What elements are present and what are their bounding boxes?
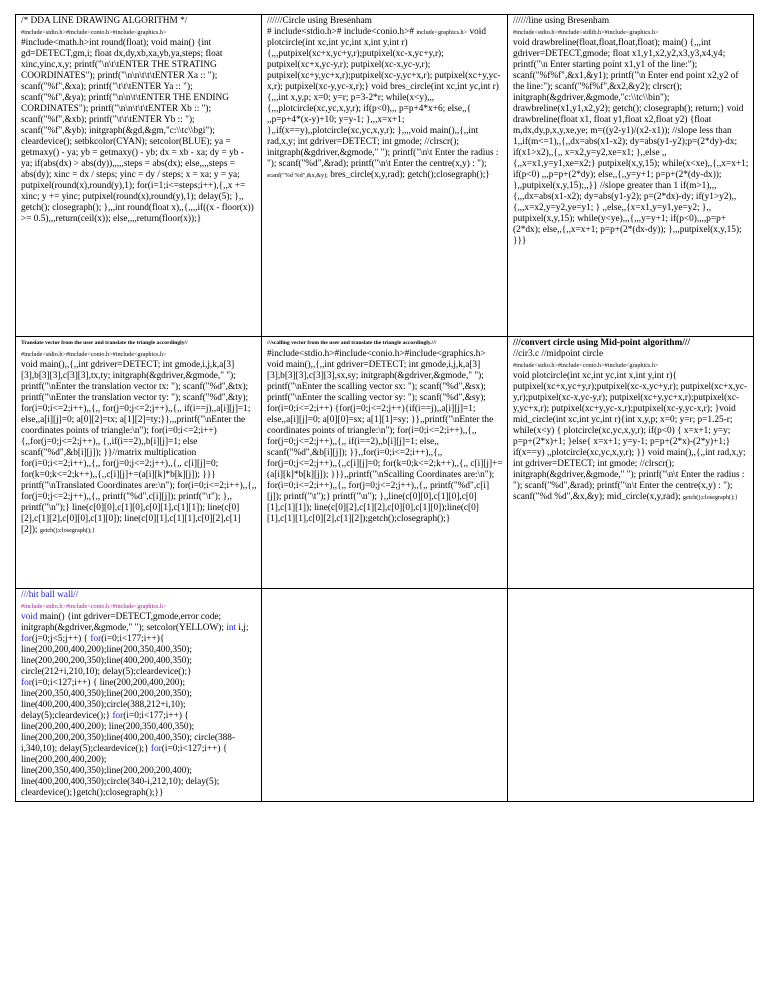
midpoint-title: ///convert circle using Mid-point algorithm/// <box>513 338 690 348</box>
hit-ball-line-1: main() {int gdriver=DETECT,gmode,error code; initgraph(&gdriver,&gmode," "); setcolor(YELLOW); <box>21 612 224 633</box>
circle-bresenham-tail: bres_circle(x,y,rad); getch();closegraph();} <box>330 170 490 180</box>
circle-bresenham-title: //////Circle using Bresenham <box>267 16 372 26</box>
hit-ball-line-6: (i=0;i<177;i++) { line(200,200,400,200); line(200,350,400,350); line(200,200,200,350);line(400,200,400,350); circle(388-i,340,10); delay(5);cleardevice();} <box>21 711 236 754</box>
hit-ball-line-4: (i=0;i<177;i++){ line(200,200,400,200);line(200,350,400,350); line(200,200,200,350);line(400,200,400,350); circle(212+i,210,10); delay(5);cleardevice();} <box>21 634 192 677</box>
midpoint-subtitle: //cir3.c //midpoint circle <box>513 349 604 359</box>
hit-ball-title: ///hit ball wall// <box>21 590 79 600</box>
scale-body: #include<stdio.h>#include<conio.h>#include<graphics.h> void main(),,{,,int gdriver=DETECT; int gmode,i,j,k,a[3][3],b[3][3],c[3][3],sx,sy; initgraph(&gdriver,&gmode," "); printf("\nEnter the scalling vector sx: "); scanf("%d",&sx); printf("\nEnter the scalling vector sy: "); scanf("%d",&sy); for(i=0;i<=2;i++) {for(j=0;j<=2;j++){if(i==j),,a[i][j]=1; else,,a[i][j]=0; a[0][0]=sx; a[1][1]=sy; }},,printf("\nEnter the coordinates points of triangle:\n"); for(i=0;i<=2;i++),,{,, for(j=0;j<=2;j++),,{,, if(i==2),,b[i][j]=1; else,, scanf("%d",&b[i][j]); }},,for(i=0;i<=2;i++),,{,, for(j=0;j<=2;j++),,{,,c[i][j]=0; for(k=0;k<=2;k++),,{,, c[i][j]+=(a[i][k]*b[k][j]); }}},,printf("\nScalling Coordinates are:\n"); for(i=0;i<=2;i++),,{,, for(j=0;j<=2;j++),,{,, printf("%d",c[i][j]); printf("\t");} printf("\n"); },,line(c[0][0],c[1][0],c[0][1],c[1][1]); line(c[0][2],c[1][2],c[0][0],c[1][0]);line(c[0][1],c[1][1],c[0][2],c[1][2]);getch();closegraph();} <box>267 349 503 524</box>
line-bresenham-includes: #include<stdio.h>#include<stdlib.h>#include<graphics.h> <box>513 29 659 36</box>
scale-cell <box>262 337 508 589</box>
scale-title: ///scalling vector from the user and translate the triangle accordingly./// <box>267 340 437 346</box>
kw-for-3: for <box>21 678 32 688</box>
dda-includes: #include<stdio.h>#include<conio.h>#include<graphics.h> <box>21 29 167 36</box>
hit-ball-line-3: (j=0;j<5;j++) { <box>31 634 91 644</box>
empty-cell-right <box>508 589 754 802</box>
line-bresenham-body: void drawbreline(float,float,float,float); main() {,,,int gdriver=DETECT,gmode; float x1,y1,x2,y2,x3,y3,x4,y4; printf("\n Enter starting point x1,y1 of the line:"); scanf("%f%f",&x1,&y1); printf("\n Enter end point x2,y2 of the line:"); scanf("%f%f",&x2,&y2); clrscr(); initgraph(&gdriver,&gmode,"c:\\tc\\bin"); drawbreline(x1,y1,x2,y2); getch(); closegraph(); return;} void drawbreline(float x1, float y1,float x2,float y2) {float m,dx,dy,p,x,y,xe,ye; m=((y2-y1)/(x2-x1)); //slope less than 1,,if(m<=1),,{,,dx=abs(x1-x2); dy=abs(y1-y2);p=(2*dy)-dx; if(x1>x2),,{,, x=x2,y=y2,xe=x1; },,else ,,{,,x=x1,y=y1,xe=x2;} putpixel(x,y,15); while(x<xe),,{,,x=x+1; if(p<0) ,,,p=p+(2*dy); else,,{,,y=y+1; p=p+(2*(dy-dx)); },,putpixel(x,y,15);,,}} //slope greater than 1 if(m>1),,,{,,,dx=abs(x1-x2); dy=abs(y1-y2); p=(2*dx)-dy; if(y1>y2),, {,,,x=x2,y=y2,ye=y1; } ,,else,,{x=x1,y=y1,ye=y2; },, putpixel(x,y,15); while(y<ye),,,{,,,y=y+1; if(p<0),,,,p=p+(2*dx); else,,{,,x=x+1; p=p+(2*(dx-dy)); },,,putpixel(x,y,15); }}} <box>513 38 749 246</box>
midpoint-body: void plotcircle(int xc,int yc,int x,int y,int r){ putpixel(xc+x,yc+y,r);putpixel(xc-x,yc+y,r); putpixel(xc+x,yc-y,r);putpixel(xc-x,yc-y,r); putpixel(xc+y,yc+x,r);putpixel(xc-y,yc+x,r); putpixel(xc+y,yc-x,r);putpixel(xc-y,yc-x,r); }void mid_circle(int xc,int yc,int r){int x,y,p; x=0; y=r; p=1.25-r; while(x<y) { plotcircle(xc,yc,x,y,r); if(p<0) { x=x+1; y=y; p=p+(2*x)+1; }else{ x=x+1; y=y-1; p=p+(2*x)-(2*y)+1;} if(x==y) ,,plotcircle(xc,yc,x,y,r); }} void main(),,{,,int rad,x,y; int gdriver=DETECT; int gmode; //clrscr(); initgraph(&gdriver,&gmode," "); printf("\n\t Enter the radius : "); scanf("%d",&rad); printf("\n\t Enter the centre(x,y) : "); scanf("%d %d",&x,&y); mid_circle(x,y,rad); <box>513 371 748 502</box>
circle-bresenham-include-small: include<graphics.h> <box>416 29 468 36</box>
kw-for-4: for <box>112 711 124 721</box>
hit-ball-line-2: i,j; <box>236 623 249 633</box>
translate-body: void main(),,{,,int gdriver=DETECT; int gmode,i,j,k,a[3][3],b[3][3],c[3][3],tx,ty; initgraph(&gdriver,&gmode," "); printf("\nEnter the translation vector tx: "); scanf("%d",&tx); printf("\nEnter the translation vector ty: "); scanf("%d",&ty); for(i=0;i<=2;i++),,{,, for(j=0;j<=2;j++),,{,, if(i==j),,a[i][j]=1; else,,a[i][j]=0; a[0][2]=tx; a[1][2]=ty;}},,,printf("\nEnter the coordinates points of triangle:\n"); for(i=0;i<=2;i++) {,,for(j=0;j<=2;j++),, {,,if(i==2),,b[i][j]=1; else scanf("%d",&b[i][j]); }}//matrix multiplication for(i=0;i<=2;i++),,{,, for(j=0;j<=2;j++),,{,, c[i][j]=0; for(k=0;k<=2;k++),,{,,c[i][j]+=(a[i][k]*b[k][j]); }}} printf("\nTranslated Coordinates are:\n"); for(i=0;i<=2;i++),,{,, for(j=0;j<=2;j++),,{,, printf("%d",c[i][j]); printf("\t"); },, printf("\n");} line(c[0][0],c[1][0],c[0][1],c[1][1]); line(c[0][2],c[1][2],c[0][0],c[1][0]); line(c[0][1],c[1][1],c[0][2],c[1][2]); <box>21 360 257 535</box>
hit-ball-includes: #include<stdio.h>#include<conio.h>#include<graphics.h> <box>21 603 167 610</box>
translate-includes: #include<stdio.h>#include<conio.h>#include<graphics.h> <box>21 351 167 358</box>
kw-void: void <box>21 612 38 622</box>
translate-tail: getch();closegraph();} <box>39 527 95 534</box>
kw-for-2: for <box>90 634 102 644</box>
hit-ball-cell <box>16 589 262 802</box>
code-sheet-grid <box>15 14 754 802</box>
line-bresenham-cell <box>508 15 754 337</box>
midpoint-cell <box>508 337 754 589</box>
circle-bresenham-scanf: scanf("%d %d",&x,&y); <box>267 172 328 179</box>
midpoint-includes: #include<stdio.h>#include<conio.h>#include<graphics.h> <box>513 362 659 369</box>
circle-bresenham-body: void plotcircle(int xc,int yc,int x,int y,int r) {,,,putpixel(xc+x,yc+y,r);putpixel(xc-x,yc+y,r); putpixel(xc+x,yc-y,r); putpixel(xc-x,yc-y,r); putpixel(xc+y,yc+x,r);putpixel(xc-y,yc+x,r); putpixel(xc+y,yc-x,r); putpixel(xc-y,yc-x,r);} void bres_circle(int xc,int yc,int r) {,,,int x,y,p; x=0; y=r; p=3-2*r; while(x<y),,,{,,,plotcircle(xc,yc,x,y,r); if(p<0),,, p=p+4*x+6; else,,{ ,,p=p+4*(x-y)+10; y=y-1; },,,x=x+1; },,if(x==y),,plotcircle(xc,yc,x,y,r); },,,,void main(),,{,,int rad,x,y; int gdriver=DETECT; int gmode; //clrscr(); initgraph(&gdriver,&gmode," "); printf("\n\t Enter the radius : "); scanf("%d",&rad); printf("\n\t Enter the centre(x,y) : "); <box>267 27 501 169</box>
dda-title: /* DDA LINE DRAWING ALGORITHM */ <box>21 16 188 26</box>
dda-cell <box>16 15 262 337</box>
kw-for-1: for <box>21 634 32 644</box>
hit-ball-line-7: (i=0;i<127;i++) { line(200,200,400,200); line(200,350,400,350);line(200,200,200,400); line(400,200,400,350);circle(340-i,212,10); delay(5); cleardevice();}getch();closegraph();}} <box>21 744 228 798</box>
kw-int: int <box>226 623 237 633</box>
hit-ball-line-5: (i=0;i<127;i++) { line(200,200,400,200); line(200,350,400,350);line(200,200,200,350); line(400,200,400,350);circle(388,212+i,10); delay(5);cleardevice();} <box>21 678 192 721</box>
circle-bresenham-cell <box>262 15 508 337</box>
kw-for-5: for <box>150 744 162 754</box>
empty-cell-middle <box>262 589 508 802</box>
translate-cell <box>16 337 262 589</box>
midpoint-tail: getch();closegraph();} <box>682 494 738 501</box>
line-bresenham-title: //////line using Bresenham <box>513 16 610 26</box>
dda-body: #include<math.h>int round(float); void main() {int gd=DETECT,gm,i; float dx,dy,xb,xa,yb,ya,steps; float xinc,yinc,x,y; printf("\n\t\tENTER THE STRATING COORDINATES"); printf("\n\n\t\t\tENTER Xa :: "); scanf("%f",&xa); printf("\t\t\tENTER Ya :: "); scanf("%f",&ya); printf("\n\n\t\tENTER THE ENDING CORDINATES"); printf("\n\n\t\t\tENTER Xb :: "); scanf("%f",&xb); printf("\t\t\tENTER Yb :: "); scanf("%f",&yb); initgraph(&gd,&gm,"c:\\tc\\bgi"); cleardevice(); setbkcolor(CYAN); setcolor(BLUE); ya = getmaxy() - ya; yb = getmaxy() - yb; dx = xb - xa; dy = yb - ya; if(abs(dx) > abs(dy)),,,,,steps = abs(dx); else,,,,steps = abs(dy); xinc = dx / steps; yinc = dy / steps; x = xa; y = ya; putpixel(round(x),round(y),1); for(i=1;i<=steps;i++),{,,x += xinc; y += yinc; putpixel(round(x),round(y),1); delay(5); },, getch(); closegraph(); },,,int round(float x),,{,,,,if((x - floor(x)) >= 0.5),,,return(ceil(x)); else,,,,return(floor(x));} <box>21 38 254 224</box>
circle-bresenham-include: # include<stdio.h># include<conio.h># <box>267 27 414 37</box>
translate-title: Translate vector from the user and translate the triangle accordingly// <box>21 340 188 346</box>
